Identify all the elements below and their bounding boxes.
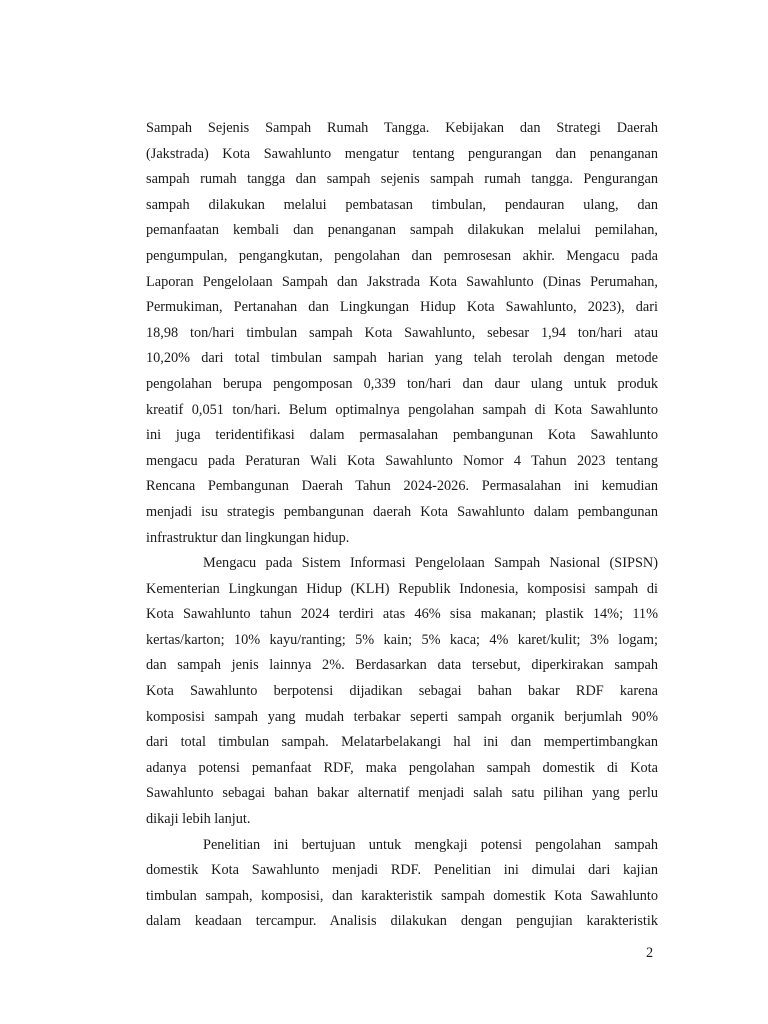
text-line: komposisi sampah yang mudah terbakar seperti sampah organik berjumlah 90% [146,708,658,725]
text-line: adanya potensi pemanfaat RDF, maka pengolahan sampah domestik di Kota [146,759,658,776]
text-line: Kementerian Lingkungan Hidup (KLH) Republik Indonesia, komposisi sampah di [146,580,658,597]
paragraph-1 [146,116,658,551]
text-line: dikaji lebih lanjut. [146,811,251,828]
text-line: pengolahan berupa pengomposan 0,339 ton/hari dan daur ulang untuk produk [146,375,658,392]
text-line: Kota Sawahlunto berpotensi dijadikan sebagai bahan bakar RDF karena [146,683,658,700]
text-line: Mengacu pada Sistem Informasi Pengelolaan Sampah Nasional (SIPSN) [203,555,658,572]
paragraph-3 [146,833,658,935]
text-line: infrastruktur dan lingkungan hidup. [146,529,350,546]
text-line: Sampah Sejenis Sampah Rumah Tangga. Kebijakan dan Strategi Daerah [146,120,658,136]
paragraph-2 [146,551,658,833]
text-line: 18,98 ton/hari timbulan sampah Kota Sawahlunto, sebesar 1,94 ton/hari atau [146,324,658,341]
text-line: menjadi isu strategis pembangunan daerah Kota Sawahlunto dalam pembangunan [146,503,658,520]
text-line: kreatif 0,051 ton/hari. Belum optimalnya pengolahan sampah di Kota Sawahlunto [146,401,658,418]
text-line: 10,20% dari total timbulan sampah harian yang telah terolah dengan metode [146,350,658,367]
text-line: Permukiman, Pertanahan dan Lingkungan Hidup Kota Sawahlunto, 2023), dari [146,299,658,316]
text-line: domestik Kota Sawahlunto menjadi RDF. Penelitian ini dimulai dari kajian [146,862,658,879]
text-line: dari total timbulan sampah. Melatarbelakangi hal ini dan mempertimbangkan [146,734,658,751]
text-line: (Jakstrada) Kota Sawahlunto mengatur tentang pengurangan dan penanganan [146,145,658,162]
page-number: 2 [646,945,654,961]
text-line: dalam keadaan tercampur. Analisis dilakukan dengan pengujian karakteristik [146,913,658,930]
text-line: pemanfaatan kembali dan penanganan sampah dilakukan melalui pemilahan, [146,222,658,239]
text-line: kertas/karton; 10% kayu/ranting; 5% kain; 5% kaca; 4% karet/kulit; 3% logam; [146,631,658,648]
text-line: sampah dilakukan melalui pembatasan timbulan, pendauran ulang, dan [146,196,658,213]
text-line: dan sampah jenis lainnya 2%. Berdasarkan data tersebut, diperkirakan sampah [146,657,658,674]
text-line: pengumpulan, pengangkutan, pengolahan dan pemrosesan akhir. Mengacu pada [146,247,658,264]
text-line: Kota Sawahlunto tahun 2024 terdiri atas 46% sisa makanan; plastik 14%; 11% [146,606,658,623]
text-line: Sawahlunto sebagai bahan bakar alternatif menjadi salah satu pilihan yang perlu [146,785,658,802]
document-body [146,116,658,935]
text-line: Laporan Pengelolaan Sampah dan Jakstrada Kota Sawahlunto (Dinas Perumahan, [146,273,658,290]
text-line: Rencana Pembangunan Daerah Tahun 2024-2026. Permasalahan ini kemudian [146,478,658,495]
text-line: Penelitian ini bertujuan untuk mengkaji potensi pengolahan sampah [203,836,658,853]
text-line: mengacu pada Peraturan Wali Kota Sawahlunto Nomor 4 Tahun 2023 tentang [146,452,658,469]
text-line: timbulan sampah, komposisi, dan karakteristik sampah domestik Kota Sawahlunto [146,887,658,904]
text-line: ini juga teridentifikasi dalam permasalahan pembangunan Kota Sawahlunto [146,427,658,444]
text-line: sampah rumah tangga dan sampah sejenis sampah rumah tangga. Pengurangan [146,171,658,188]
